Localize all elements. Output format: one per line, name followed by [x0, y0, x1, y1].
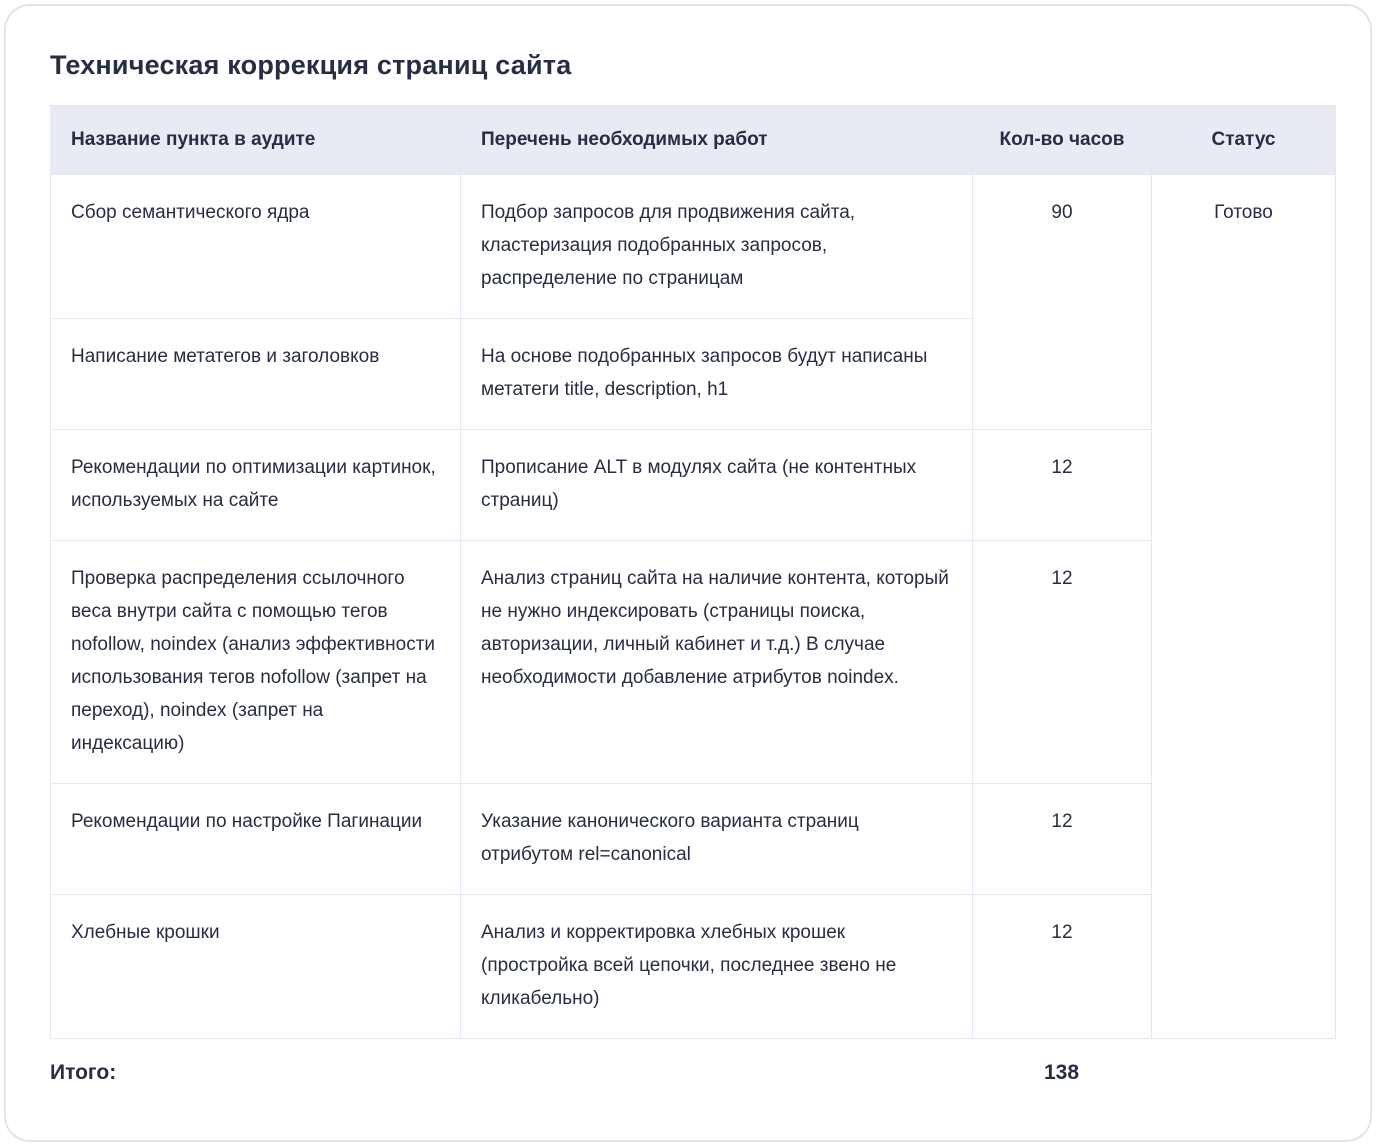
table-row — [51, 541, 1336, 784]
cell-status: Готово — [1152, 175, 1336, 1039]
cell-audit-item: Проверка распределения ссылочного веса внутри сайта с помощью тегов nofollow, noindex (анализ эффективности использования тегов nofollow (запрет на переход), noindex (запрет на индексацию) — [51, 541, 461, 784]
cell-hours: 12 — [973, 541, 1152, 784]
column-header-work-list: Перечень необходимых работ — [461, 106, 973, 175]
cell-work-list: На основе подобранных запросов будут написаны метатеги title, description, h1 — [461, 319, 973, 430]
cell-audit-item: Написание метатегов и заголовков — [51, 319, 461, 430]
cell-work-list: Анализ страниц сайта на наличие контента, который не нужно индексировать (страницы поиска, авторизации, личный кабинет и т.д.) В случае необходимости добавление атрибутов noindex. — [461, 541, 973, 784]
table-row — [51, 895, 1336, 1039]
table-row — [51, 175, 1336, 319]
cell-hours: 12 — [973, 784, 1152, 895]
cell-audit-item: Рекомендации по оптимизации картинок, используемых на сайте — [51, 430, 461, 541]
column-header-hours: Кол-во часов — [973, 106, 1152, 175]
totals-row — [50, 1061, 1326, 1085]
cell-hours: 90 — [973, 175, 1152, 430]
total-hours-value: 138 — [1043, 1061, 1080, 1084]
cell-hours: 12 — [973, 430, 1152, 541]
cell-work-list: Анализ и корректировка хлебных крошек (простройка всей цепочки, последнее звено не кликабельно) — [461, 895, 973, 1039]
cell-audit-item: Сбор семантического ядра — [51, 175, 461, 319]
cell-work-list: Указание канонического варианта страниц отрибутом rel=canonical — [461, 784, 973, 895]
column-header-audit-item: Название пункта в аудите — [51, 106, 461, 175]
table-row — [51, 784, 1336, 895]
table-header-row — [51, 106, 1336, 175]
cell-hours: 12 — [973, 895, 1152, 1039]
page-title: Техническая коррекция страниц сайта — [50, 50, 572, 80]
cell-audit-item: Рекомендации по настройке Пагинации — [51, 784, 461, 895]
work-items-table — [50, 105, 1336, 1039]
total-label: Итого: — [50, 1061, 117, 1084]
cell-audit-item: Хлебные крошки — [51, 895, 461, 1039]
cell-work-list: Прописание ALT в модулях сайта (не контентных страниц) — [461, 430, 973, 541]
table-row — [51, 430, 1336, 541]
cell-work-list: Подбор запросов для продвижения сайта, кластеризация подобранных запросов, распределение по страницам — [461, 175, 973, 319]
column-header-status: Статус — [1152, 106, 1336, 175]
content-card — [4, 4, 1372, 1142]
